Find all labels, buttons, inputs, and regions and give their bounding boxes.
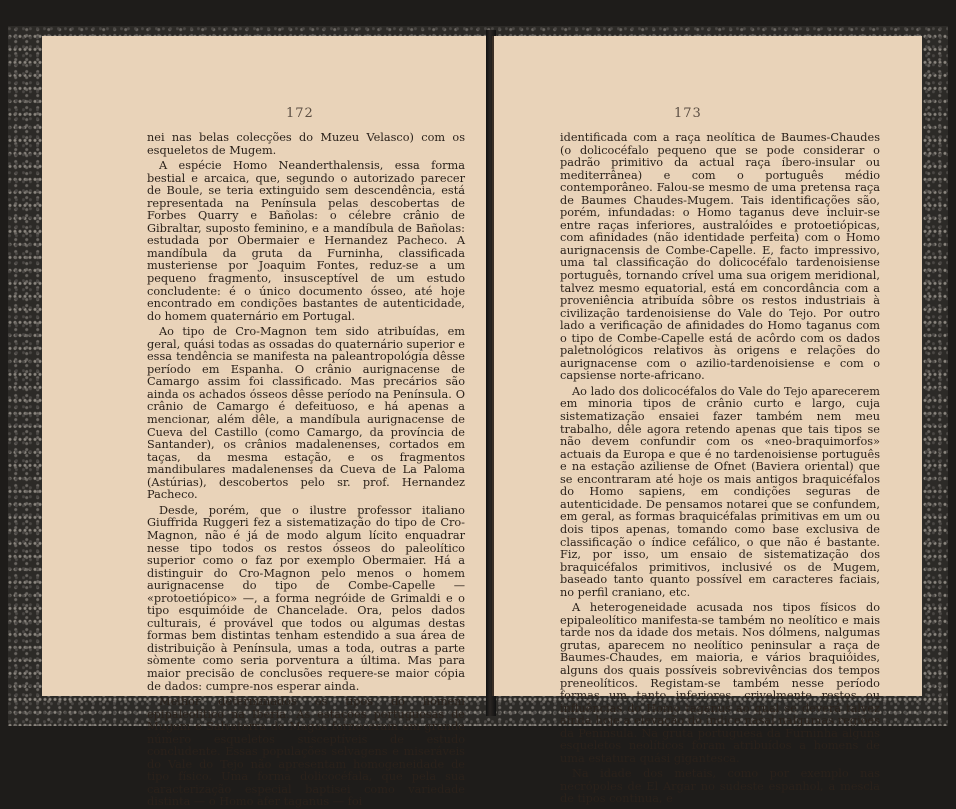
right-page xyxy=(492,36,922,806)
page-number-right: 173 xyxy=(674,106,702,121)
paragraph: Ao tipo de Cro-Magnon tem sido atribuídas, em geral, quási todas as ossadas do quaternário superior e essa tendência se manifesta na paleantropológia dêsse período em Espanha. O crânio aurignacense de Camargo assim foi classificado. Mas precários são ainda os achados ósseos dêsse período na Península. O crânio de Camargo é defeituoso, e há apenas a mencionar, além dêle, a mandíbula aurignacense de Cueva del Castillo (como Camargo, da província de Santander), os crânios madalenenses, cortados em taças, da mesma estação, e os fragmentos mandibulares madalenenses da Cueva de La Paloma (Astúrias), descobertos pelo sr. prof. Hernandez Pacheco. xyxy=(147,325,465,502)
paragraph: A espécie Homo Neanderthalensis, essa forma bestial e arcaica, que, segundo o autorizado parecer de Boule, se teria extinguido sem descendência, está representada na Península pelas descobertas de Forbes Quarry e Bañolas: o célebre crânio de Gibraltar, suposto feminino, e a mandíbula de Bañolas: estudada por Obermaier e Hernandez Pacheco. A mandíbula da gruta da Furninha, classificada musteriense por Joaquim Fontes, reduz-se a um pequeno fragmento, insusceptível de um estudo concludente: é o único documento ósseo, até hoje encontrado em condições bastantes de autenticidade, do homem quaternário em Portugal. xyxy=(147,159,465,323)
right-page-text xyxy=(560,132,880,806)
left-page-text xyxy=(147,132,465,809)
paragraph: Ao lado dos dolicocéfalos do Vale do Tejo aparecerem em minoria tipos de crânio curto e largo, cuja sistematização ensaiei fazer também nem meu trabalho, dêle agora retendo apenas que tais tipos se não devem confundir com os «neo-braquimorfos» actuais da Europa e que é no tardenoisiense português e na estação aziliense de Ofnet (Baviera oriental) que se encontraram até hoje os mais antigos braquicéfalos do Homo sapiens, em condições seguras de autenticidade. De pensamos notarei que se confundem, em geral, as formas braquicéfalas primitivas em um ou dois tipos apenas, tomando como base exclusiva de classificação o índice cefálico, o que não é bastante. Fiz, por isso, um ensaio de sistematização dos braquicéfalos primitivos, inclusivé os de Mugem, baseado tanto quanto possível em caracteres faciais, no perfil craniano, etc. xyxy=(560,384,880,599)
paragraph: A heterogeneidade acusada nos tipos físicos do epipaleolítico manifesta-se também no neolítico e mais tarde nos da idade dos metais. Nos dólmens, nalgumas grutas, aparecem no neolítico peninsular a raça de Baumes-Chaudes, em maioria, e vários braquióides, alguns dos quais possíveis sobrevivências dos tempos preneolíticos. Registam-se também nesse período formas um tanto inferiores, crivelmente restos ou influências do Homo taganus ao qual se deverá talvez ainda hoje a elevação do índice nasal nalgumas regiões da Península. Na gruta portuguesa da Furninha alguns esqueletos neolíticos foram atribuídos a homens de uma estatura quási gigantesca. xyxy=(560,601,880,765)
paragraph: nei nas belas colecções do Muzeu Velasco) com os esqueletos de Mugem. xyxy=(147,131,465,157)
page-number-left: 172 xyxy=(286,106,314,121)
paragraph: Melhor determinados os tipos do homem epipaleolítico na Ibéria. As estações portuguesas de Mugem e Salvaterra de Magos forneceram em grande número esqueletos susceptíveis de estudo concludente. Essas populações selvagens e miseráveis do Vale do Tejo não apresentam homogeneidade de tipo físico. Uma forma dolicocéfala, que pela sua caracterização especial baptisei como variedade distinta — o Homo afer taganus — foi xyxy=(147,695,465,809)
paragraph: identificada com a raça neolítica de Baumes-Chaudes (o dolicocéfalo pequeno que se pode considerar o padrão primitivo da actual raça íbero-insular ou mediterrânea) e com o português médio contemporâneo. Falou-se mesmo de uma pretensa raça de Baumes Chaudes-Mugem. Tais identificações são, porém, infundadas: o Homo taganus deve incluir-se entre raças inferiores, australóides e protoetiópicas, com afinidades (não identidade perfeita) com o Homo aurignacensis de Combe-Capelle. E, facto impressivo, uma tal classificação do dolicocéfalo tardenoisiense português, tornando crível uma sua origem meridional, talvez mesmo equatorial, está em concordância com a proveniência atribuída sôbre os restos industriais à civilização tardenoisiense do Vale do Tejo. Por outro lado a verificação de afinidades do Homo taganus com o tipo de Combe-Capelle está de acôrdo com os dados paletnológicos relativos às origens e relações do aurignacense com o azilio-tardenoisiense e com o capsiense norte-africano. xyxy=(560,131,880,383)
left-page xyxy=(42,36,490,809)
paragraph: Desde, porém, que o ilustre professor italiano Giuffrida Ruggeri fez a sistematização do tipo de Cro-Magnon, não é já de modo algum lícito enquadrar nesse tipo todos os restos ósseos do paleolítico superior como o faz por exemplo Obermaier. Há a distinguir do Cro-Magnon pelo menos o homem aurignacense do tipo de Combe-Capelle — «protoetiópico» —, a forma negróide de Grimaldi e o tipo esquimóide de Chancelade. Ora, pelos dados culturais, é provável que todos ou algumas destas formas bem distintas tenham estendido a sua área de distribuição à Península, umas a toda, outras a parte sòmente como seria porventura a última. Mas para maior precisão de conclusões requere-se maior cópia de dados: cumpre-nos esperar ainda. xyxy=(147,503,465,693)
paragraph: Na idade dos metais, como por exemplo nas necrópoles de El Argar no sudeste espanhol, a mescla de tipos continua, e xyxy=(560,767,880,806)
